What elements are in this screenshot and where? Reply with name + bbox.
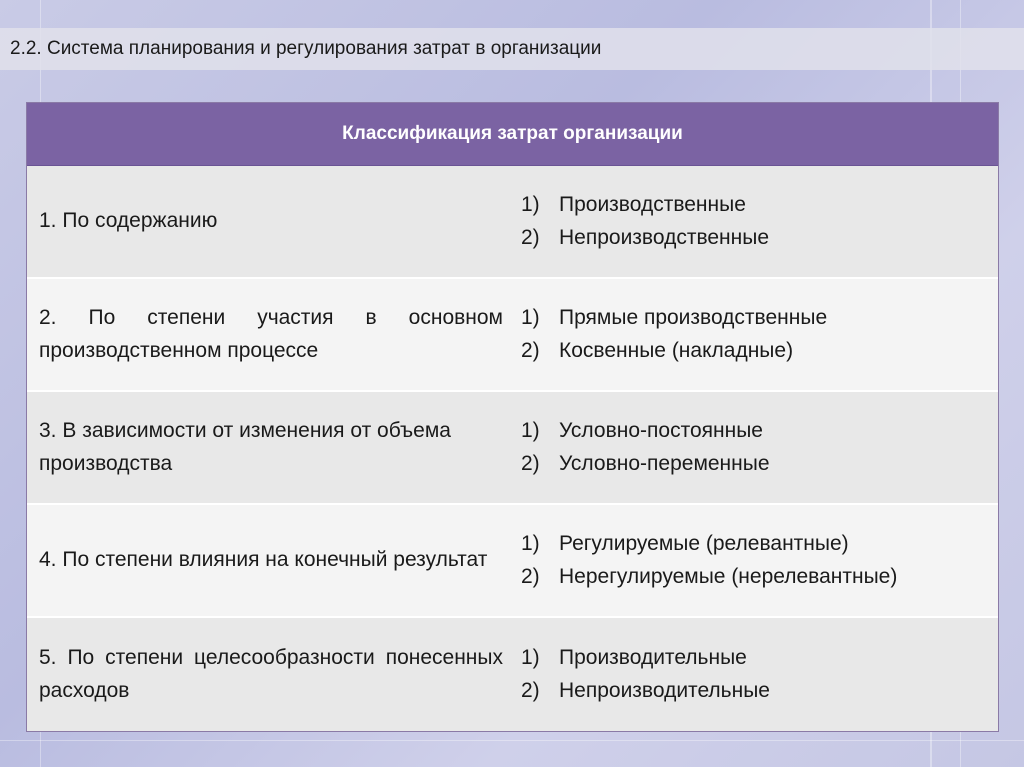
slide-title: 2.2. Система планирования и регулирования затрат в организации <box>10 38 602 59</box>
types-cell <box>515 166 998 277</box>
list-item <box>521 222 998 255</box>
item-number: 2) <box>521 564 540 588</box>
item-text: Непроизводственные <box>559 225 770 249</box>
criterion-text: 5. По степени целесообразности понесенных расходов <box>39 645 503 702</box>
list-item <box>521 448 998 481</box>
item-text: Нерегулируемые (нерелевантные) <box>559 564 898 588</box>
table-row <box>27 618 998 731</box>
item-number: 2) <box>521 678 540 702</box>
item-text: Производственные <box>559 192 746 216</box>
list-item <box>521 528 998 561</box>
item-number: 2) <box>521 225 540 249</box>
item-number: 1) <box>521 531 540 555</box>
criterion-cell <box>27 392 515 503</box>
item-number: 1) <box>521 645 540 669</box>
list-item <box>521 642 998 675</box>
item-text: Производительные <box>559 645 747 669</box>
criterion-cell <box>27 166 515 277</box>
criterion-cell <box>27 505 515 616</box>
item-number: 1) <box>521 192 540 216</box>
list-item <box>521 561 998 594</box>
item-text: Непроизводительные <box>559 678 770 702</box>
item-text: Условно-постоянные <box>559 418 763 442</box>
item-text: Косвенные (накладные) <box>559 338 794 362</box>
item-text: Условно-переменные <box>559 451 770 475</box>
table-row <box>27 166 998 279</box>
criterion-text: 4. По степени влияния на конечный результат <box>39 548 488 572</box>
criterion-text: 2. По степени участия в основном производственном процессе <box>39 305 503 362</box>
table-heading: Классификация затрат организации <box>27 103 998 166</box>
list-item <box>521 335 998 368</box>
types-cell <box>515 618 998 731</box>
criterion-cell <box>27 279 515 390</box>
slide-header-bar <box>0 28 1024 70</box>
table-row <box>27 392 998 505</box>
criterion-cell <box>27 618 515 731</box>
table-row <box>27 279 998 392</box>
cost-classification-table <box>26 102 999 732</box>
criterion-text: 3. В зависимости от изменения от объема производства <box>39 418 451 475</box>
item-text: Прямые производственные <box>559 305 828 329</box>
list-item <box>521 415 998 448</box>
list-item <box>521 189 998 222</box>
item-number: 1) <box>521 305 540 329</box>
list-item <box>521 675 998 708</box>
item-text: Регулируемые (релевантные) <box>559 531 849 555</box>
types-cell <box>515 505 998 616</box>
criterion-text: 1. По содержанию <box>39 209 218 233</box>
types-cell <box>515 392 998 503</box>
list-item <box>521 302 998 335</box>
item-number: 1) <box>521 418 540 442</box>
item-number: 2) <box>521 338 540 362</box>
types-cell <box>515 279 998 390</box>
table-row <box>27 505 998 618</box>
item-number: 2) <box>521 451 540 475</box>
